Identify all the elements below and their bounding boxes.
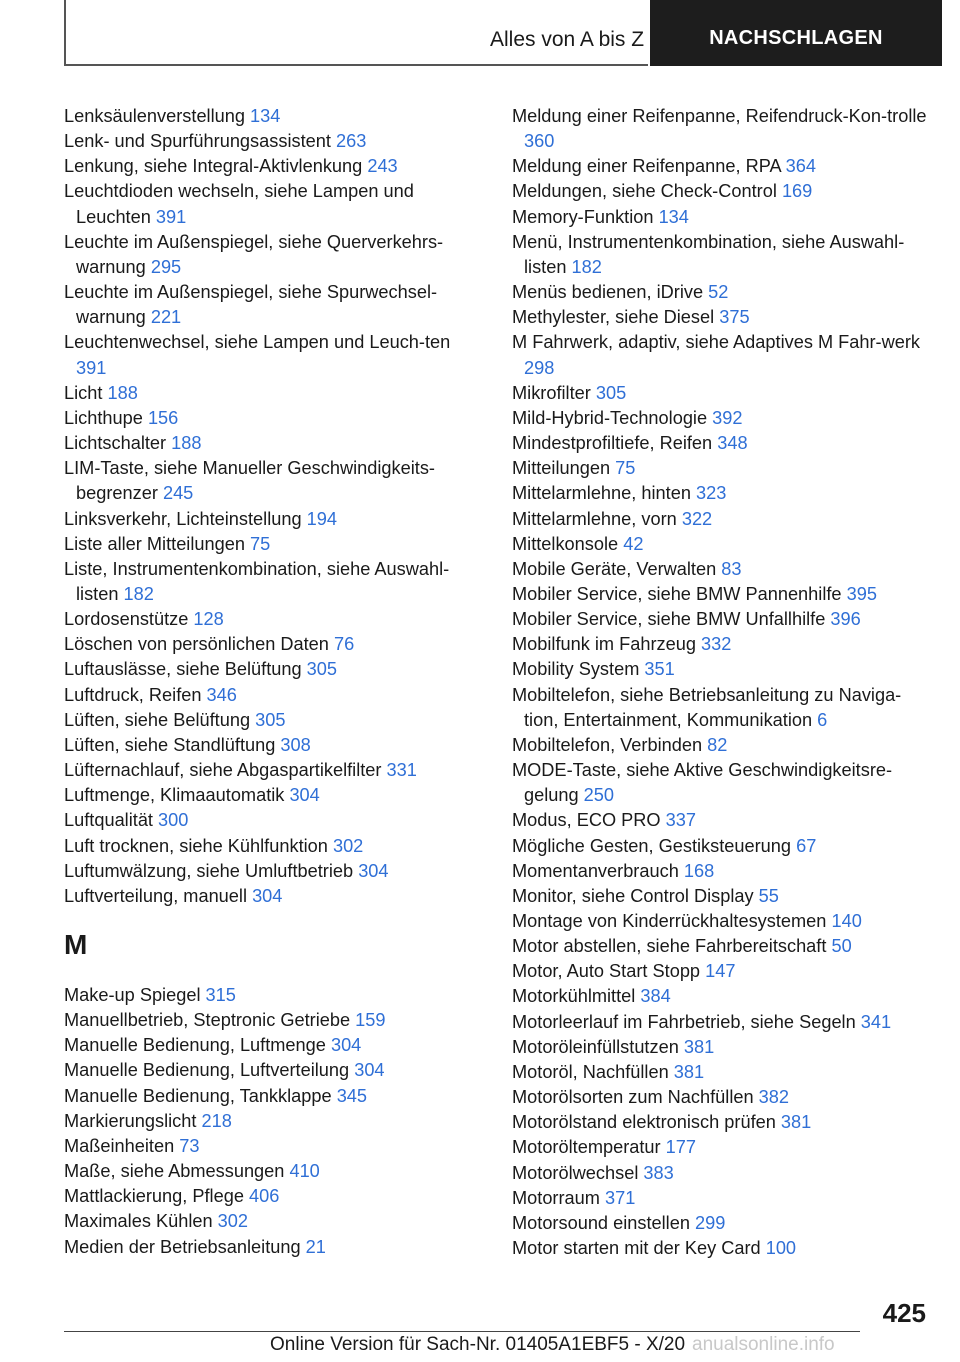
index-entry	[64, 104, 484, 129]
footer-online-version: Online Version für Sach-Nr. 01405A1EBF5 - X/20	[270, 1334, 686, 1355]
index-entry-term: Motorölwechsel	[512, 1162, 644, 1183]
index-entry-page-link[interactable]: 177	[665, 1137, 697, 1158]
index-entry	[64, 406, 484, 431]
index-entry-page-link[interactable]: 304	[358, 860, 389, 881]
index-entry-page-link[interactable]: 300	[158, 810, 189, 831]
index-entry-page-link[interactable]: 360	[524, 131, 555, 152]
index-entry	[512, 758, 932, 808]
index-entry	[64, 1058, 484, 1083]
index-entry-term: Liste aller Mitteilungen	[64, 533, 251, 554]
index-entry	[64, 834, 484, 859]
index-entry-page-link[interactable]: 134	[250, 106, 281, 126]
index-entry-term: Lichthupe	[64, 407, 148, 428]
index-entry-page-link[interactable]: 52	[708, 282, 729, 303]
index-entry	[512, 884, 932, 909]
index-entry	[512, 733, 932, 758]
index-entry-page-link[interactable]: 82	[707, 734, 728, 755]
index-entry-page-link[interactable]: 221	[150, 307, 182, 328]
index-entry-term: Mild-Hybrid-Technologie	[512, 407, 713, 428]
index-entry-term: Markierungslicht	[64, 1110, 202, 1131]
index-entry-page-link[interactable]: 83	[721, 558, 742, 579]
index-entry-page-link[interactable]: 295	[150, 256, 182, 277]
index-entry	[512, 959, 932, 984]
index-entry-page-link[interactable]: 323	[696, 483, 727, 504]
index-entry-page-link[interactable]: 304	[330, 1035, 362, 1056]
index-entry-term: Manuelle Bedienung, Luftverteilung	[64, 1060, 355, 1081]
index-entry	[64, 1033, 484, 1058]
index-entry-term: Motorsound einstellen	[512, 1212, 695, 1233]
index-entry-term: Lüften, siehe Standlüftung	[64, 734, 281, 755]
index-entry	[512, 683, 932, 733]
index-entry-term: Luftqualität	[64, 810, 159, 831]
index-entry-term: Mobilfunk im Fahrzeug	[512, 634, 702, 655]
index-entry	[64, 1235, 484, 1260]
index-entry-page-link[interactable]: 182	[571, 256, 602, 277]
index-entry-term: Luftverteilung, manuell	[64, 885, 253, 906]
index-entry	[512, 104, 932, 154]
footer-watermark: anualsonline.info	[692, 1334, 835, 1355]
index-entry	[512, 909, 932, 934]
header-bottom-rule	[64, 64, 648, 66]
index-entry	[512, 381, 932, 406]
index-entry-term: Menüs bedienen, iDrive	[512, 282, 709, 303]
index-entry-term: Lenksäulenverstellung	[64, 106, 251, 126]
index-entry-term: Mattlackierung, Pflege	[64, 1186, 250, 1207]
index-entry-term: M Fahrwerk, adaptiv, siehe Adaptives M Fahr-werk	[512, 332, 921, 353]
index-entry-term: Luftdruck, Reifen	[64, 684, 207, 705]
index-entry-term: Mittelarmlehne, vorn	[512, 508, 682, 529]
index-entry	[512, 1060, 932, 1085]
index-entry	[512, 230, 932, 280]
index-entry-term: Mobiler Service, siehe BMW Unfallhilfe	[512, 609, 831, 630]
index-entry-page-link[interactable]: 194	[306, 508, 337, 529]
index-entry	[512, 280, 932, 305]
index-entry-term: Mobiltelefon, Verbinden	[512, 734, 708, 755]
header-chapter-tab: NACHSCHLAGEN	[650, 0, 942, 66]
index-entry	[64, 657, 484, 682]
index-entry-page-link[interactable]: 245	[162, 483, 194, 504]
header-section-title: Alles von A bis Z	[490, 28, 645, 51]
index-entry-page-link[interactable]: 299	[695, 1212, 726, 1233]
index-entry-page-link[interactable]: 332	[701, 634, 732, 655]
index-entry-page-link[interactable]: 21	[305, 1236, 326, 1257]
index-entry-term: Mobiler Service, siehe BMW Pannenhilfe	[512, 583, 847, 604]
index-entry-term: Lordosenstütze	[64, 609, 194, 630]
index-entry-page-link[interactable]: 346	[206, 684, 237, 705]
index-entry-page-link[interactable]: 384	[640, 986, 671, 1007]
index-entry	[64, 557, 484, 607]
index-entry-term: Luft trocknen, siehe Kühlfunktion	[64, 835, 333, 856]
index-entry	[64, 456, 484, 506]
index-entry-page-link[interactable]: 298	[524, 357, 555, 378]
index-entry	[512, 1161, 932, 1186]
index-entry-page-link[interactable]: 305	[255, 709, 286, 730]
index-entry-page-link[interactable]: 396	[830, 609, 861, 630]
index-entry	[64, 1209, 484, 1234]
index-entry	[64, 330, 484, 380]
index-entry	[64, 179, 484, 229]
index-entry	[64, 783, 484, 808]
index-entry	[512, 1135, 932, 1160]
index-entry-term: Manuelle Bedienung, Luftmenge	[64, 1035, 331, 1056]
index-entry-page-link[interactable]: 305	[595, 382, 627, 403]
index-entry	[512, 507, 932, 532]
index-entry-term: Motoröleinfüllstutzen	[512, 1036, 684, 1057]
index-entry-term: Liste, Instrumentenkombination, siehe Auswahl-listen	[64, 558, 450, 604]
index-entry	[512, 1035, 932, 1060]
index-entry	[64, 683, 484, 708]
index-list-m	[64, 983, 484, 1260]
index-entry-term: MODE-Taste, siehe Aktive Geschwindigkeitsre-gelung	[512, 760, 893, 806]
index-entry-page-link[interactable]: 322	[681, 508, 713, 529]
index-entry-term: Leuchte im Außenspiegel, siehe Spurwechsel-warnung	[64, 282, 438, 328]
index-entry	[512, 1085, 932, 1110]
index-entry-page-link[interactable]: 382	[758, 1087, 790, 1108]
index-entry-page-link[interactable]: 383	[643, 1162, 674, 1183]
index-entry-page-link[interactable]: 55	[758, 885, 779, 906]
index-entry	[64, 1134, 484, 1159]
index-entry	[512, 1010, 932, 1035]
index-entry-page-link[interactable]: 169	[781, 181, 813, 202]
index-entry	[512, 305, 932, 330]
index-entry	[512, 205, 932, 230]
index-entry-term: Leuchte im Außenspiegel, siehe Querverkehrs-warnung	[64, 231, 444, 277]
index-entry	[64, 230, 484, 280]
index-entry-term: Maßeinheiten	[64, 1135, 180, 1156]
index-entry-term: Motor, Auto Start Stopp	[512, 961, 706, 982]
index-entry-term: Mitteilungen	[512, 458, 616, 479]
index-entry	[64, 1008, 484, 1033]
index-entry-term: Mindestprofiltiefe, Reifen	[512, 433, 718, 454]
index-entry-page-link[interactable]: 410	[289, 1161, 320, 1182]
index-entry	[512, 1110, 932, 1135]
index-entry-page-link[interactable]: 168	[683, 860, 715, 881]
index-entry-page-link[interactable]: 375	[719, 307, 750, 328]
index-entry	[64, 280, 484, 330]
index-entry-term: Motoröltemperatur	[512, 1137, 666, 1158]
index-entry	[64, 1109, 484, 1134]
letter-heading-m: M	[64, 929, 88, 960]
index-entry-page-link[interactable]: 218	[201, 1110, 232, 1131]
index-entry-term: Motor abstellen, siehe Fahrbereitschaft	[512, 936, 832, 957]
index-entry	[64, 154, 484, 179]
index-entry-page-link[interactable]: 263	[335, 131, 367, 152]
index-entry-term: Mikrofilter	[512, 382, 596, 403]
index-entry-page-link[interactable]: 73	[179, 1135, 200, 1156]
index-entry-page-link[interactable]: 188	[171, 433, 202, 454]
index-entry-term: Motorkühlmittel	[512, 986, 641, 1007]
index-entry-page-link[interactable]: 147	[705, 961, 736, 982]
index-entry	[64, 431, 484, 456]
index-entry	[512, 607, 932, 632]
index-entry	[64, 532, 484, 557]
index-entry-term: Momentanverbrauch	[512, 860, 684, 881]
index-entry-term: Medien der Betriebsanleitung	[64, 1236, 306, 1257]
index-entry-term: Leuchtdioden wechseln, siehe Lampen und Leuchten	[64, 181, 414, 227]
index-entry-page-link[interactable]: 243	[367, 156, 398, 177]
index-entry	[512, 984, 932, 1009]
index-entry-page-link[interactable]: 331	[386, 760, 417, 781]
index-entry-term: Motorraum	[512, 1187, 605, 1208]
index-entry	[64, 1184, 484, 1209]
index-entry-term: Maße, siehe Abmessungen	[64, 1161, 290, 1182]
index-entry-term: Mobiltelefon, siehe Betriebsanleitung zu Naviga-tion, Entertainment, Kommunikation	[512, 684, 902, 730]
index-entry-page-link[interactable]: 302	[217, 1211, 249, 1232]
index-entry-page-link[interactable]: 341	[860, 1011, 892, 1032]
index-entry	[512, 582, 932, 607]
index-entry-term: Mobile Geräte, Verwalten	[512, 558, 722, 579]
index-entry	[512, 330, 932, 380]
index-entry-page-link[interactable]: 308	[280, 734, 311, 755]
index-entry-term: Montage von Kinderrückhaltesystemen	[512, 911, 832, 931]
index-entry-page-link[interactable]: 391	[76, 357, 107, 378]
index-entry	[64, 808, 484, 833]
page-number: 425	[882, 1298, 926, 1328]
index-entry-term: Lenkung, siehe Integral-Aktivlenkung	[64, 156, 368, 177]
index-entry-page-link[interactable]: 392	[712, 407, 743, 428]
index-entry-term: Leuchtenwechsel, siehe Lampen und Leuch-ten	[64, 332, 451, 353]
index-entry-page-link[interactable]: 134	[658, 206, 689, 227]
index-entry	[512, 406, 932, 431]
index-entry-term: Methylester, siehe Diesel	[512, 307, 720, 328]
index-entry	[512, 934, 932, 959]
index-entry-term: Mobility System	[512, 659, 645, 680]
index-entry	[64, 381, 484, 406]
index-entry-term: Monitor, siehe Control Display	[512, 885, 759, 906]
index-entry-term: Motorölsorten zum Nachfüllen	[512, 1087, 759, 1108]
index-entry	[64, 129, 484, 154]
index-entry-page-link[interactable]: 304	[289, 785, 320, 806]
index-entry	[64, 758, 484, 783]
index-entry-page-link[interactable]: 381	[673, 1061, 705, 1082]
index-entry-term: Lüften, siehe Belüftung	[64, 709, 256, 730]
index-entry-term: Lichtschalter	[64, 433, 172, 454]
index-entry-page-link[interactable]: 395	[846, 583, 877, 604]
index-entry-term: Meldung einer Reifenpanne, RPA	[512, 156, 786, 177]
index-entry-term: Meldungen, siehe Check-Control	[512, 181, 782, 202]
index-entry-page-link[interactable]: 304	[252, 885, 283, 906]
index-entry	[512, 859, 932, 884]
index-entry-term: Luftumwälzung, siehe Umluftbetrieb	[64, 860, 359, 881]
index-entry-term: Maximales Kühlen	[64, 1211, 218, 1232]
index-entry	[512, 834, 932, 859]
index-entry-page-link[interactable]: 188	[107, 382, 138, 403]
footer-rule	[64, 1331, 860, 1332]
index-entry-page-link[interactable]: 345	[336, 1085, 368, 1106]
index-entry-term: Mittelarmlehne, hinten	[512, 483, 696, 504]
index-entry-term: Linksverkehr, Lichteinstellung	[64, 508, 307, 529]
index-entry-term: Mögliche Gesten, Gestiksteuerung	[512, 835, 797, 856]
index-entry	[64, 632, 484, 657]
index-entry-term: Modus, ECO PRO	[512, 810, 666, 831]
index-entry-page-link[interactable]: 100	[765, 1238, 797, 1259]
index-entry	[512, 532, 932, 557]
index-entry-term: Motorleerlauf im Fahrbetrieb, siehe Segeln	[512, 1011, 861, 1032]
index-entry-page-link[interactable]: 391	[155, 206, 187, 227]
index-entry	[512, 1186, 932, 1211]
index-entry-page-link[interactable]: 67	[796, 835, 817, 856]
index-entry-page-link[interactable]: 182	[123, 583, 154, 604]
index-entry-page-link[interactable]: 76	[333, 634, 355, 655]
index-entry	[64, 733, 484, 758]
index-entry-page-link[interactable]: 50	[831, 936, 852, 957]
index-column-right	[512, 104, 932, 1261]
index-entry	[512, 808, 932, 833]
index-entry-term: Mittelkonsole	[512, 533, 624, 554]
index-entry	[512, 431, 932, 456]
index-entry-page-link[interactable]: 304	[354, 1060, 385, 1081]
index-entry-term: Make-up Spiegel	[64, 985, 206, 1005]
index-entry-term: Luftauslässe, siehe Belüftung	[64, 659, 307, 680]
index-entry	[512, 154, 932, 179]
index-entry	[64, 1084, 484, 1109]
index-entry-term: Löschen von persönlichen Daten	[64, 634, 334, 655]
index-entry	[512, 1236, 932, 1261]
index-entry-term: LIM-Taste, siehe Manueller Geschwindigkeits-begrenzer	[64, 458, 435, 504]
index-entry	[64, 708, 484, 733]
index-entry-term: Lüfternachlauf, siehe Abgaspartikelfilter	[64, 760, 387, 781]
index-column-left	[64, 104, 484, 1260]
index-entry-page-link[interactable]: 315	[205, 985, 236, 1005]
index-entry-term: Menü, Instrumentenkombination, siehe Auswahl-listen	[512, 231, 905, 277]
index-entry	[512, 456, 932, 481]
index-entry	[64, 983, 484, 1008]
index-entry-page-link[interactable]: 75	[250, 533, 271, 554]
index-entry-term: Motorölstand elektronisch prüfen	[512, 1112, 781, 1133]
index-entry-page-link[interactable]: 371	[604, 1187, 636, 1208]
index-entry	[512, 632, 932, 657]
index-entry-term: Manuelle Bedienung, Tankklappe	[64, 1085, 337, 1106]
index-entry-term: Licht	[64, 382, 108, 403]
index-entry-page-link[interactable]: 6	[817, 709, 828, 730]
index-entry	[64, 859, 484, 884]
index-entry-term: Manuellbetrieb, Steptronic Getriebe	[64, 1010, 356, 1031]
index-entry	[512, 179, 932, 204]
index-entry-page-link[interactable]: 337	[665, 810, 696, 831]
index-list-m-continued	[512, 104, 932, 1261]
index-entry-page-link[interactable]: 42	[623, 533, 644, 554]
index-entry-page-link[interactable]: 406	[249, 1186, 280, 1207]
index-entry-page-link[interactable]: 305	[306, 659, 338, 680]
index-entry-term: Motoröl, Nachfüllen	[512, 1061, 674, 1082]
index-entry	[512, 557, 932, 582]
index-entry-page-link[interactable]: 75	[615, 458, 636, 479]
header-left-rule	[64, 0, 66, 66]
index-entry	[512, 1211, 932, 1236]
index-entry-page-link[interactable]: 302	[332, 835, 364, 856]
index-entry-page-link[interactable]: 250	[583, 785, 615, 806]
index-entry	[64, 607, 484, 632]
index-entry-page-link[interactable]: 159	[355, 1010, 386, 1031]
index-entry-page-link[interactable]: 351	[644, 659, 675, 680]
index-entry-term: Lenk- und Spurführungsassistent	[64, 131, 336, 152]
index-entry	[512, 481, 932, 506]
index-entry-page-link[interactable]: 156	[147, 407, 179, 428]
index-entry-term: Meldung einer Reifenpanne, Reifendruck-Kon-trolle	[512, 106, 927, 126]
index-entry	[512, 657, 932, 682]
index-entry-page-link[interactable]: 140	[831, 911, 862, 931]
index-entry-term: Luftmenge, Klimaautomatik	[64, 785, 290, 806]
index-list-l	[64, 104, 484, 909]
index-entry	[64, 1159, 484, 1184]
index-entry	[64, 884, 484, 909]
index-entry	[64, 507, 484, 532]
index-entry-page-link[interactable]: 381	[683, 1036, 715, 1057]
index-entry-page-link[interactable]: 128	[193, 609, 224, 630]
index-entry-page-link[interactable]: 381	[780, 1112, 812, 1133]
index-entry-term: Memory-Funktion	[512, 206, 659, 227]
index-entry-page-link[interactable]: 348	[717, 433, 748, 454]
index-entry-term: Motor starten mit der Key Card	[512, 1238, 766, 1259]
index-entry-page-link[interactable]: 364	[785, 156, 817, 177]
